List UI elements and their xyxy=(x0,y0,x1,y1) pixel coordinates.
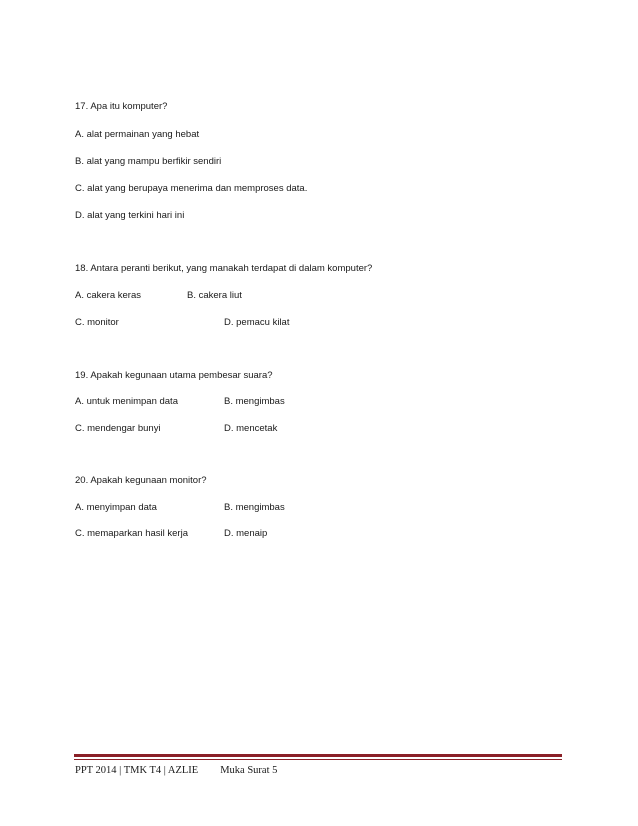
q19-option-a: A. untuk menimpan data xyxy=(75,396,178,407)
page-number: Muka Surat 5 xyxy=(220,765,278,776)
question-17: 17. Apa itu komputer? xyxy=(75,101,168,112)
page-footer xyxy=(75,764,277,777)
q20-option-a: A. menyimpan data xyxy=(75,502,157,513)
footer-info: PPT 2014 | TMK T4 | AZLIE xyxy=(75,765,199,776)
q19-option-c: C. mendengar bunyi xyxy=(75,423,161,434)
question-18: 18. Antara peranti berikut, yang manakah terdapat di dalam komputer? xyxy=(75,263,373,274)
question-20: 20. Apakah kegunaan monitor? xyxy=(75,475,207,486)
q17-option-c: C. alat yang berupaya menerima dan memproses data. xyxy=(75,183,308,194)
q17-option-b: B. alat yang mampu berfikir sendiri xyxy=(75,156,222,167)
q18-option-a: A. cakera keras xyxy=(75,290,141,301)
q18-option-b: B. cakera liut xyxy=(187,290,242,301)
q19-option-b: B. mengimbas xyxy=(224,396,285,407)
q20-option-b: B. mengimbas xyxy=(224,502,285,513)
q19-option-d: D. mencetak xyxy=(224,423,278,434)
q18-option-c: C. monitor xyxy=(75,317,119,328)
q17-option-a: A. alat permainan yang hebat xyxy=(75,129,200,140)
question-19: 19. Apakah kegunaan utama pembesar suara? xyxy=(75,370,273,381)
q17-option-d: D. alat yang terkini hari ini xyxy=(75,210,185,221)
q18-option-d: D. pemacu kilat xyxy=(224,317,290,328)
footer-rule-thin xyxy=(74,759,562,760)
q20-option-d: D. menaip xyxy=(224,528,268,539)
footer-rule-thick xyxy=(74,754,562,757)
q20-option-c: C. memaparkan hasil kerja xyxy=(75,528,188,539)
